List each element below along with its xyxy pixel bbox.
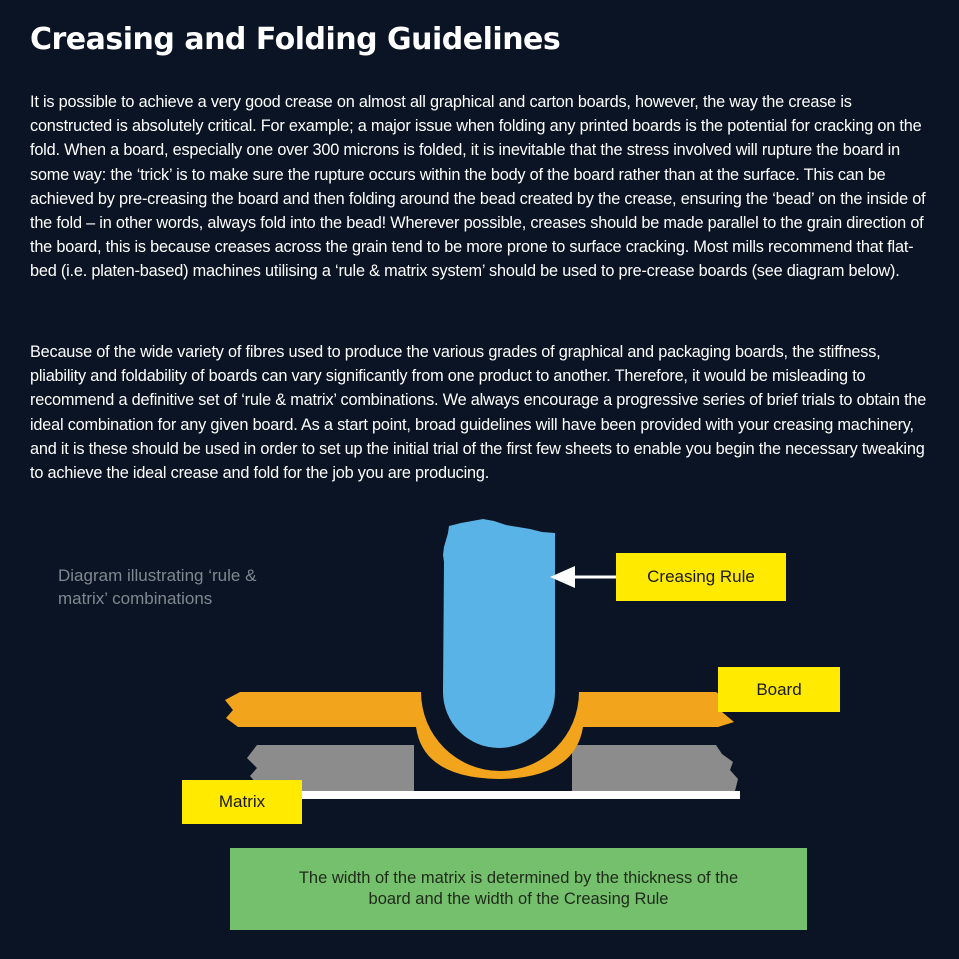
board-label: Board [718,667,840,712]
creasing-rule-label: Creasing Rule [616,553,786,601]
diagram-caption: Diagram illustrating ‘rule & matrix’ combinations [58,566,257,608]
matrix-right-block [572,745,738,791]
intro-paragraph: It is possible to achieve a very good crease on almost all graphical and carton boards, however, the way the crease is constructed is absolutely critical. For example; a major issue when folding any printed boards is the potential for cracking on the fold. When a board, especially one over 300 microns is folded, it is inevitable that the stress involved will rupture the board in some way: the ‘trick’ is to make sure the rupture occurs within the body of the board rather than at the surface. This can be achieved by pre-creasing the board and then folding around the bead created by the crease, ensuring the ‘bead’ on the inside of the fold – in other words, always fold into the bead! Wherever possible, creases should be made parallel to the grain direction of the board, this is because creases across the grain tend to be more prone to surface cracking. Most mills recommend that flat-bed (i.e. platen-based) machines utilising a ‘rule & matrix system’ should be used to pre-crease boards (see diagram below). [30,93,926,281]
matrix-width-note [230,848,807,930]
matrix-width-note-text: The width of the matrix is determined by the thickness of the board and the width of the Creasing Rule [298,869,739,908]
guidance-paragraph: Because of the wide variety of fibres used to produce the various grades of graphical and packaging boards, the stiffness, pliability and foldability of boards can vary significantly from one product to another. Therefore, it would be misleading to recommend a definitive set of ‘rule & matrix’ combinations. We always encourage a progressive series of brief trials to obtain the ideal combination for any given board. As a start point, broad guidelines will have been provided with your creasing machinery, and it is these should be used in order to set up the initial trial of the first few sheets to enable you begin the necessary tweaking to achieve the ideal crease and fold for the job you are producing. [30,343,927,483]
matrix-label: Matrix [182,780,302,824]
creasing-rule-shape [443,519,555,748]
page-title: Creasing and Folding Guidelines [30,22,561,57]
matrix-base-line [240,791,740,799]
